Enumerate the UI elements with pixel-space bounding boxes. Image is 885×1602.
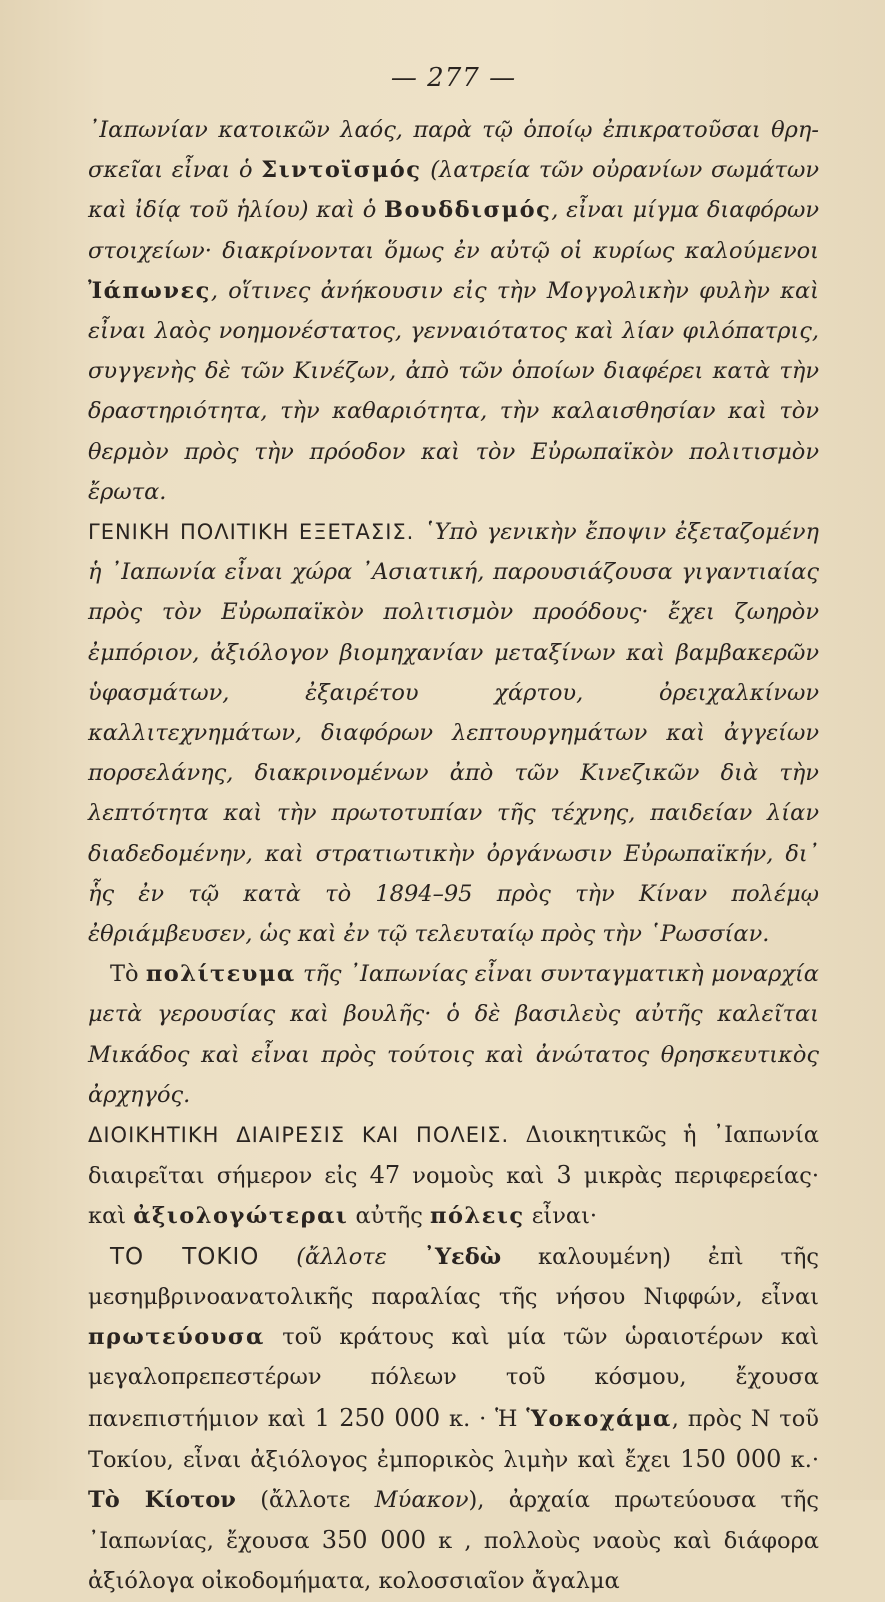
term-capital: πρωτεύουσα [88,1324,265,1351]
text-run: Τὸ [110,961,146,988]
term-japanese: Ἰάπωνες [88,277,211,304]
text-run: , πρὸς Ν τοῦ Τοκίου, εἶναι ἀξιόλογος ἐμπορικὸς λιμὴν καὶ ἔχει [88,1405,819,1473]
term-polity: πολίτευμα [145,961,296,988]
population-kyoto: 350 000 [321,1526,427,1555]
text-run: νομοὺς καὶ [400,1163,557,1190]
text-run: (ἄλλοτε [259,1243,424,1270]
text-run: ), ἀρχαία πρωτεύουσα τῆς ᾿Ιαπωνίας, ἔχουσα [88,1486,819,1555]
text-run: Διοικητικῶς ἡ ᾿Ιαπωνία διαιρεῖται σήμερον εἰς [88,1122,819,1190]
text-run: εἶναι· [524,1203,598,1230]
text-run: , εἶναι μίγμα διαφόρων στοιχείων· διακρίνονται ὅμως ἐν αὐτῷ οἱ κυρίως καλούμενοι [88,197,819,264]
term-shintoism: Σιντοϊσμός [261,157,422,184]
text-run: πρὸς τὴν Κίναν πολέμῳ ἐθριάμβευσεν, ὡς καὶ ἐν τῷ τελευταίῳ πρὸς τὴν ῾Ρωσσίαν. [88,880,819,948]
term-yokohama: Ὑοκοχάμα [526,1405,672,1432]
term-notable: ἀξιολογώτεραι [133,1203,349,1230]
text-years: 1894–95 [375,880,473,907]
text-run: ῾Υπὸ γενικὴν ἔποψιν ἐξεταζομένη ἡ ᾿Ιαπωνία εἶναι χώρα ᾿Ασιατική, παρουσιάζουσα γιγαντιαίας πρὸς τὸν Εὐρωπαϊκὸν πολιτισμὸν προόδους· ἔχει ζωηρὸν ἐμπόριον, ἀξιόλογον βιομηχανίαν μεταξίνων καὶ βαμβακερῶν ὑφασμάτων, ἐξαιρέτου χάρτου, ὀρειχαλκίνων καλλιτεχνημάτων, διαφόρων λεπτουργημάτων καὶ ἀγγείων πορσελάνης, διακρινομένων ἀπὸ τῶν Κινεζικῶν διὰ τὴν λεπτότητα καὶ τὴν πρωτοτυπίαν τῆς τέχνης, παιδείαν λίαν διαδεδομένην, καὶ στρατιωτικὴν ὀργάνωσιν Εὐρωπαϊκήν, δι᾿ ἧς ἐν τῷ κατὰ τὸ [88,519,819,907]
term-kyoto: Τὸ Κίοτον [88,1486,236,1513]
paragraph-population [88,110,819,512]
term-yedo: ᾿Υεδὼ [423,1243,502,1270]
number-prefectures: 47 [369,1161,401,1190]
term-miako: Μύακον [374,1486,469,1513]
population-tokyo: 1 250 000 [314,1403,441,1432]
section-heading-general-political: ΓΕΝΙΚΗ ΠΟΛΙΤΙΚΗ ΕΞΕΤΑΣΙΣ. [88,520,415,545]
text-run: αὐτῆς [348,1203,431,1230]
term-buddhism: Βουδδισμός [383,197,552,224]
page-number: — 277 — [390,63,517,93]
text-run: τοῦ κράτους καὶ μία τῶν ὡραιοτέρων καὶ μεγαλοπρεπεστέρων πόλεων τοῦ κόσμου, ἔχουσα πανεπιστήμιον καὶ [88,1324,819,1432]
paragraph-administrative-division [88,1115,819,1237]
population-yokohama: 150 000 [680,1444,782,1473]
text-run: μικρὰς περιφερείας· καὶ [88,1163,819,1230]
number-districts: 3 [556,1161,572,1190]
text-run: ᾿Ιαπωνίαν κατοικῶν λαός, παρὰ τῷ ὁποίῳ ἐπικρατοῦσαι θρη-σκεῖαι εἶναι ὁ [88,117,819,184]
text-run: καλουμένη) ἐπὶ τῆς μεσημβρινοανατολικῆς παραλίας τῆς νήσου Νιφφών, εἶναι [88,1243,819,1310]
text-run: , οἵτινες ἀνήκουσιν εἰς τὴν Μογγολικὴν φυλὴν καὶ εἶναι λαὸς νοημονέστατος, γενναιότατος καὶ λίαν φιλόπατρις, συγγενὴς δὲ τῶν Κινέζων, ἀπὸ τῶν ὁποίων διαφέρει κατὰ τὴν δραστηριότητα, τὴν καθαριότητα, τὴν καλαισθησίαν καὶ τὸν θερμὸν πρὸς τὴν πρόοδον καὶ τὸν Εὐρωπαϊκὸν πολιτισμὸν ἔρωτα. [88,277,819,505]
text-run: (ἄλλοτε [235,1486,375,1513]
paragraph-general-political [88,512,819,954]
text-run: κ. · Ἡ [440,1405,527,1432]
term-cities: πόλεις [430,1203,525,1230]
text-run: κ.· [781,1446,819,1473]
section-heading-administrative: ΔΙΟΙΚΗΤΙΚΗ ΔΙΑΙΡΕΣΙΣ ΚΑΙ ΠΟΛΕΙΣ. [88,1123,510,1148]
paragraph-polity [88,954,819,1115]
text-run: κ , πολλοὺς ναοὺς καὶ διάφορα ἀξιόλογα οἰκοδομήματα, κολοσσιαῖον ἄγαλμα [88,1528,819,1595]
page-body [88,110,819,1602]
text-run: (λατρεία τῶν οὐρανίων σωμάτων καὶ ἰδίᾳ τοῦ ἡλίου) καὶ ὁ [88,157,819,224]
paragraph-tokyo [88,1237,819,1602]
city-heading-tokyo: ΤΟ ΤΟΚΙΟ [110,1243,260,1270]
text-run: τῆς ᾿Ιαπωνίας εἶναι συνταγματικὴ μοναρχία μετὰ γερουσίας καὶ βουλῆς· ὁ δὲ βασιλεὺς αὐτῆς καλεῖται Μικάδος καὶ εἶναι πρὸς τούτοις καὶ ἀνώτατος θρησκευτικὸς ἀρχηγός. [88,961,819,1108]
